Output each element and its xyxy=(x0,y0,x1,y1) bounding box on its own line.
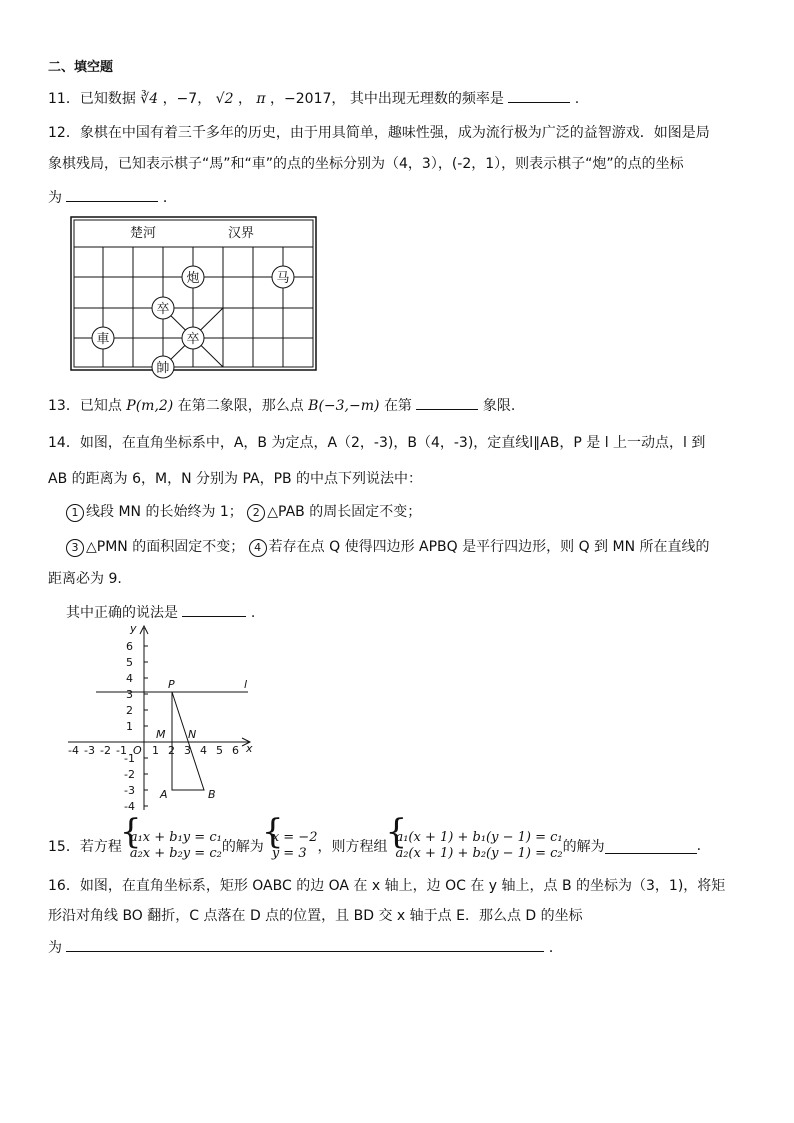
q15-text-c: ，则方程组 xyxy=(317,839,388,855)
point-m-label: M xyxy=(156,728,166,741)
y-tick-neg1: -1 xyxy=(124,752,135,765)
q15-system-1-eq1: { a₁x + b₁y = c₁ xyxy=(129,830,222,845)
q15-answer-blank[interactable] xyxy=(605,839,697,854)
q12-answer-blank[interactable] xyxy=(66,187,158,202)
x-tick-neg2: -2 xyxy=(100,744,111,757)
q14-end: . xyxy=(250,605,256,621)
river-left-label: 楚河 xyxy=(130,226,157,241)
y-tick-neg3: -3 xyxy=(124,784,135,797)
q15-system-2 xyxy=(387,830,562,862)
x-tick-6: 6 xyxy=(232,744,239,757)
x-tick-2: 2 xyxy=(168,744,175,757)
piece-zu-upper-label: 卒 xyxy=(156,302,170,317)
q11-item-neg2017: ，−2017， xyxy=(270,91,346,107)
q14-answer-blank[interactable] xyxy=(182,602,246,617)
point-p-label: P xyxy=(168,678,175,691)
piece-zu-lower-label: 卒 xyxy=(186,332,200,347)
q14-question xyxy=(66,602,255,622)
q14-line1: 14．如图，在直角坐标系中，A，B 为定点，A（2，-3)，B（4，-3)，定直线l∥AB，P 是 l 上一动点，l 到 xyxy=(48,435,706,451)
y-tick-3: 3 xyxy=(126,688,133,701)
piece-zu-upper xyxy=(152,297,174,319)
y-tick-6: 6 xyxy=(126,640,133,653)
piece-ju-label: 車 xyxy=(96,332,110,347)
q14-line5: 距离必为 9. xyxy=(48,571,122,587)
option-1-text: 线段 MN 的长始终为 1； xyxy=(86,504,243,520)
option-4-text: 若存在点 Q 使得四边形 APBQ 是平行四边形，则 Q 到 MN 所在直线的 xyxy=(268,539,710,555)
q16-end: ． xyxy=(548,940,563,956)
triangle-pab xyxy=(172,692,204,790)
y-tick-neg2: -2 xyxy=(124,768,135,781)
q12-line1: 12．象棋在中国有着三千多年的历史，由于用具简单，趣味性强，成为流行极为广泛的益智游戏．如图是局 xyxy=(48,125,710,141)
piece-zu-lower xyxy=(182,327,204,349)
q15-text-d: 的解为 xyxy=(562,839,605,855)
question-11 xyxy=(48,88,579,108)
x-axis-label: x xyxy=(246,742,253,755)
piece-shuai xyxy=(152,356,174,378)
q13-text-a: 13．已知点 xyxy=(48,398,122,414)
x-tick-3: 3 xyxy=(184,744,191,757)
q11-item-pi: π xyxy=(256,91,266,107)
q16-line3-prefix: 为 xyxy=(48,940,62,956)
q14-options-row1 xyxy=(66,501,421,522)
option-1-marker: 1 xyxy=(66,504,84,522)
q11-item-sqrt2: √2 xyxy=(215,91,234,107)
q15-system-1 xyxy=(122,830,222,862)
q15-system-1-eq2: a₂x + b₂y = c₂ xyxy=(129,846,222,861)
piece-ju xyxy=(92,327,114,349)
option-4-marker: 4 xyxy=(249,539,267,557)
q11-item-sep: ， xyxy=(237,91,252,107)
option-3-marker: 3 xyxy=(66,539,84,557)
q15-solution-y: y = 3 xyxy=(271,846,307,861)
origin-label: O xyxy=(133,744,142,757)
q15-text-b: 的解为 xyxy=(221,839,264,855)
q16-line3 xyxy=(48,937,563,957)
chess-board xyxy=(68,214,320,382)
question-15 xyxy=(48,826,701,866)
q12-line3 xyxy=(48,187,177,207)
option-3-text: △PMN 的面积固定不变； xyxy=(86,539,245,555)
x-tick-5: 5 xyxy=(216,744,223,757)
q12-line2: 象棋残局，已知表示棋子“馬”和“車”的点的坐标分别为（4，3），(-2，1），则表示棋子“炮”的点的坐标 xyxy=(48,156,684,172)
y-tick-5: 5 xyxy=(126,656,133,669)
q16-line1: 16．如图，在直角坐标系，矩形 OABC 的边 OA 在 x 轴上，边 OC 在 y 轴上，点 B 的坐标为（3，1)，将矩 xyxy=(48,878,726,894)
coordinate-graph xyxy=(60,620,270,820)
q11-text-a: 11．已知数据 xyxy=(48,91,136,107)
point-a-label: A xyxy=(160,788,168,801)
x-tick-4: 4 xyxy=(200,744,207,757)
q11-text-b: 其中出现无理数的频率是 xyxy=(349,91,504,107)
piece-pao-label: 炮 xyxy=(186,271,200,286)
option-2-marker: 2 xyxy=(247,504,265,522)
q11-item-neg7: ，−7， xyxy=(162,91,212,107)
piece-ma-label: 马 xyxy=(276,271,290,286)
q13-text-b: 在第二象限，那么点 xyxy=(177,398,304,414)
q13-text-c: 在第 xyxy=(383,398,412,414)
q14-question-text: 其中正确的说法是 xyxy=(66,605,178,621)
section-title: 二、填空题 xyxy=(48,60,114,75)
q16-answer-blank[interactable] xyxy=(66,937,544,952)
q15-solution xyxy=(264,830,318,862)
q13-answer-blank[interactable] xyxy=(416,395,478,410)
x-tick-neg3: -3 xyxy=(84,744,95,757)
option-2-text: △PAB 的周长固定不变； xyxy=(267,504,422,520)
y-tick-1: 1 xyxy=(126,720,133,733)
q15-solution-x: { x = −2 xyxy=(271,830,318,845)
q16-line2: 形沿对角线 BO 翻折，C 点落在 D 点的位置，且 BD 交 x 轴于点 E．那么点 D 的坐标 xyxy=(48,908,583,924)
piece-shuai-label: 帥 xyxy=(156,361,170,376)
point-b-label: B xyxy=(208,788,216,801)
q15-text-a: 15．若方程 xyxy=(48,839,122,855)
q15-system-2-eq2: a₂(x + 1) + b₂(y − 1) = c₂ xyxy=(395,846,563,861)
q15-system-2-eq1: { a₁(x + 1) + b₁(y − 1) = c₁ xyxy=(395,830,563,845)
river-right-label: 汉界 xyxy=(228,226,255,241)
q13-text-d: 象限. xyxy=(482,398,516,414)
y-tick-4: 4 xyxy=(126,672,133,685)
piece-pao xyxy=(182,266,204,288)
question-13 xyxy=(48,395,515,415)
y-tick-neg4: -4 xyxy=(124,800,135,813)
q11-end: . xyxy=(574,91,580,107)
piece-ma xyxy=(272,266,294,288)
x-tick-neg1: -1 xyxy=(116,744,127,757)
y-ticks-marks xyxy=(144,646,148,806)
y-axis-label: y xyxy=(130,622,137,635)
y-tick-2: 2 xyxy=(126,704,133,717)
x-tick-neg4: -4 xyxy=(68,744,79,757)
q13-point-b: B(−3,−m) xyxy=(308,398,380,414)
q13-point-p: P(m,2) xyxy=(126,398,174,414)
q14-options-row2 xyxy=(66,536,710,557)
q14-line2: AB 的距离为 6，M，N 分别为 PA，PB 的中点下列说法中： xyxy=(48,471,423,487)
point-n-label: N xyxy=(188,728,197,741)
q12-line3-end: ． xyxy=(162,190,177,206)
x-tick-1: 1 xyxy=(152,744,159,757)
q15-end: . xyxy=(696,838,702,854)
q11-item-cuberoot4: ∛4 xyxy=(140,91,159,107)
q11-answer-blank[interactable] xyxy=(508,88,570,103)
q12-line3-prefix: 为 xyxy=(48,190,62,206)
line-l-label: l xyxy=(244,678,248,691)
